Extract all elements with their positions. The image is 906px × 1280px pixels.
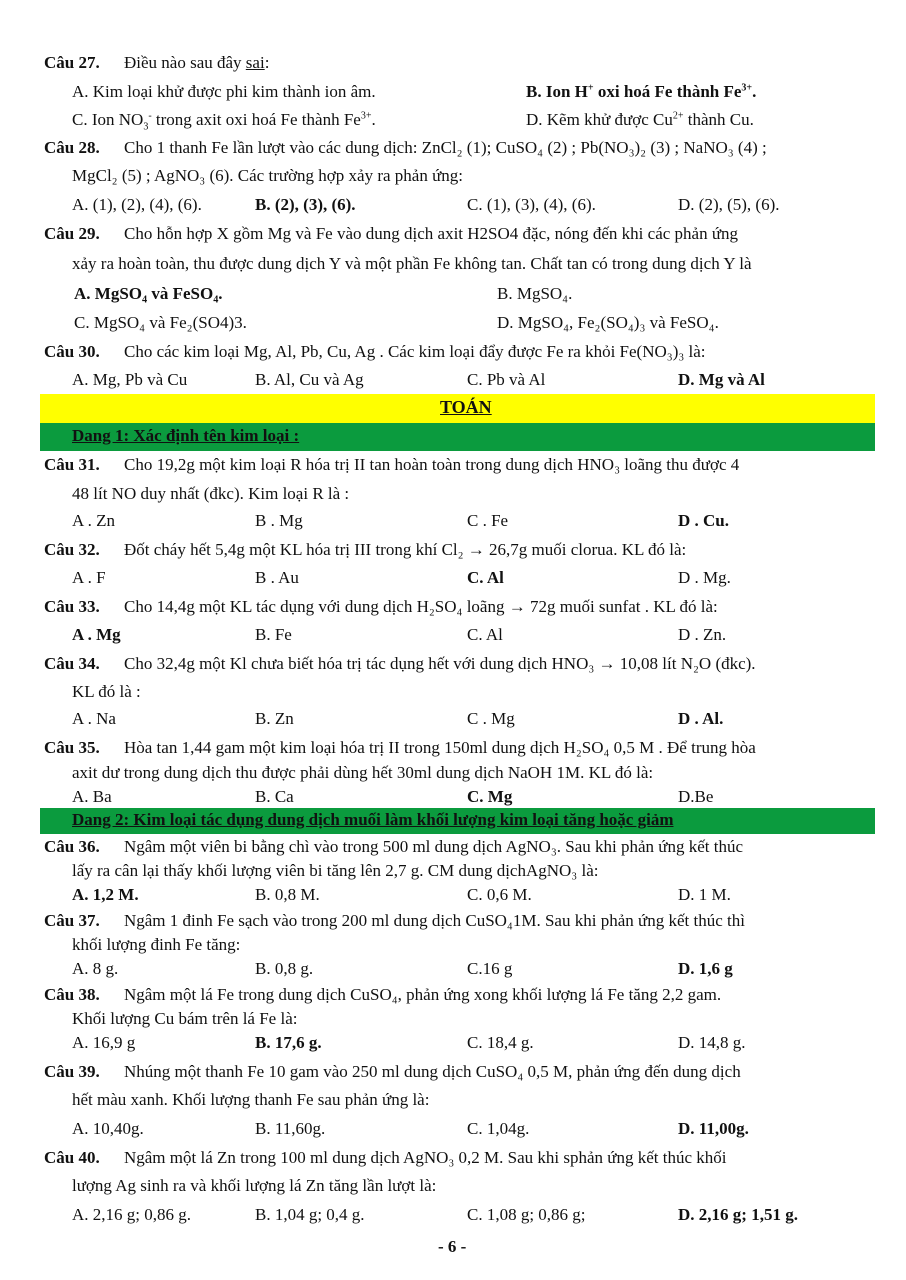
question-35 [44, 737, 756, 759]
option-b: B . Au [255, 568, 299, 587]
question-stem: Cho 1 thanh Fe lần lượt vào các dung dịch: ZnCl₂ (1); CuSO₄ (2) ; Pb(NO₃)₂ (3) ; NaNO₃ (4) ; [123, 138, 767, 157]
option-c: C . Fe [467, 511, 509, 530]
question-stem-line2: hết màu xanh. Khối lượng thanh Fe sau phản ứng là: [72, 1090, 430, 1109]
option-d: D. 2,16 g; 1,51 g. [678, 1205, 798, 1224]
question-40 [44, 1147, 727, 1169]
option-d: D. Mg và Al [678, 370, 765, 389]
option-d: D. 1 M. [678, 885, 731, 904]
option-c: C. 1,04g. [467, 1119, 530, 1138]
question-stem: Cho các kim loại Mg, Al, Pb, Cu, Ag . Các kim loại đẩy được Fe ra khỏi Fe(NO₃)₃ là: [123, 342, 706, 361]
option-a: A. Ba [72, 787, 112, 806]
option-d: D. (2), (5), (6). [678, 195, 780, 214]
section-title: TOÁN [440, 397, 492, 417]
question-37 [44, 910, 745, 932]
dang-1-title: Dang 1: Xác định tên kim loại : [72, 426, 300, 445]
option-d: D . Zn. [678, 625, 727, 644]
option-a: A. 10,40g. [72, 1119, 144, 1138]
option-b: B. Zn [255, 709, 294, 728]
option-a: A. 1,2 M. [72, 885, 139, 904]
question-stem: Ngâm một viên bi bằng chì vào trong 500 ml dung dịch AgNO₃. Sau khi phản ứng kết thúc [123, 837, 744, 856]
question-number: Câu 30. [44, 342, 100, 361]
question-28 [44, 137, 767, 159]
question-38 [44, 984, 721, 1006]
option-b: B. MgSO₄. [497, 284, 573, 303]
question-stem-line2: Khối lượng Cu bám trên lá Fe là: [72, 1009, 298, 1028]
option-a: A. Mg, Pb và Cu [72, 370, 188, 389]
option-c: C.16 g [467, 959, 513, 978]
question-stem-line2: MgCl₂ (5) ; AgNO₃ (6). Các trường hợp xảy ra phản ứng: [72, 166, 464, 185]
question-number: Câu 36. [44, 837, 100, 856]
question-33 [44, 596, 718, 618]
question-number: Câu 40. [44, 1148, 100, 1167]
question-stem: Đốt cháy hết 5,4g một KL hóa trị III trong khí Cl₂ → 26,7g muối clorua. KL đó là: [123, 540, 687, 559]
option-d: D. Kẽm khử được $Cu^{2+}$ thành Cu. [526, 110, 754, 129]
question-stem: Cho 14,4g một KL tác dụng với dung dịch H₂SO₄ loãng → 72g muối sunfat . KL đó là: [123, 597, 718, 616]
option-a: A . Na [72, 709, 116, 728]
option-d: D . Mg. [678, 568, 731, 587]
question-31 [44, 454, 739, 476]
question-stem: Cho hỗn hợp X gồm Mg và Fe vào dung dịch axit H2SO4 đặc, nóng đến khi các phản ứng [123, 224, 739, 243]
question-30 [44, 341, 706, 363]
option-c: C. Pb và Al [467, 370, 546, 389]
question-stem-line2: lượng Ag sinh ra và khối lượng lá Zn tăng lần lượt là: [72, 1176, 437, 1195]
option-c: C. Al [467, 625, 503, 644]
question-stem-line2: KL đó là : [72, 682, 141, 701]
option-d: D. 14,8 g. [678, 1033, 746, 1052]
option-c: C. 0,6 M. [467, 885, 532, 904]
option-c: C. 18,4 g. [467, 1033, 534, 1052]
option-c: C. Ion $NO_3^-$ trong axit oxi hoá Fe thành $Fe^{3+}$. [72, 110, 376, 133]
question-stem: Ngâm một lá Zn trong 100 ml dung dịch AgNO₃ 0,2 M. Sau khi sphản ứng kết thúc khối [123, 1148, 727, 1167]
option-d: D. 11,00g. [678, 1119, 749, 1138]
question-number: Câu 39. [44, 1062, 100, 1081]
question-number: Câu 27. [44, 53, 100, 72]
question-stem: Ngâm 1 đinh Fe sạch vào trong 200 ml dung dịch CuSO₄1M. Sau khi phản ứng kết thúc thì [123, 911, 745, 930]
question-stem-line2: lấy ra cân lại thấy khối lượng viên bi tăng lên 2,7 g. CM dung dịchAgNO₃ là: [72, 861, 599, 880]
dang-1-band [40, 423, 875, 451]
section-band [40, 394, 875, 423]
option-c: C. 1,08 g; 0,86 g; [467, 1205, 586, 1224]
option-d: D. MgSO₄, Fe₂(SO₄)₃ và FeSO₄. [497, 313, 719, 332]
question-39 [44, 1061, 741, 1083]
question-stem: Ngâm một lá Fe trong dung dịch CuSO₄, phản ứng xong khối lượng lá Fe tăng 2,2 gam. [123, 985, 722, 1004]
option-a: A. 2,16 g; 0,86 g. [72, 1205, 191, 1224]
option-a: A . Mg [72, 625, 121, 644]
question-number: Câu 37. [44, 911, 100, 930]
question-number: Câu 28. [44, 138, 100, 157]
question-stem-line2: axit dư trong dung dịch thu được phải dùng hết 30ml dung dịch NaOH 1M. KL đó là: [72, 763, 654, 782]
option-b: B. Al, Cu và Ag [255, 370, 364, 389]
option-a: A . F [72, 568, 106, 587]
question-number: Câu 31. [44, 455, 100, 474]
option-c: C. MgSO₄ và Fe₂(SO4)3. [74, 313, 247, 332]
option-a: A . Zn [72, 511, 115, 530]
dang-2-title: Dang 2: Kim loại tác dụng dung dịch muối làm khối lượng kim loại tăng hoặc giảm [72, 810, 674, 829]
option-b: B. Ca [255, 787, 294, 806]
question-32 [44, 539, 686, 561]
option-c: C. (1), (3), (4), (6). [467, 195, 596, 214]
option-b: B. Ion H+ oxi hoá Fe thành $Fe^{3+}$. [526, 82, 757, 101]
option-a: A. Kim loại khử được phi kim thành ion âm. [72, 82, 376, 101]
option-b: B. 1,04 g; 0,4 g. [255, 1205, 365, 1224]
question-27 [44, 52, 269, 74]
option-b: B. Fe [255, 625, 292, 644]
option-b: B. 17,6 g. [255, 1033, 322, 1052]
question-number: Câu 32. [44, 540, 100, 559]
option-a: A. 8 g. [72, 959, 119, 978]
option-a: A. (1), (2), (4), (6). [72, 195, 202, 214]
option-d: D . Cu. [678, 511, 730, 530]
option-c: C. Al [467, 568, 504, 587]
question-number: Câu 33. [44, 597, 100, 616]
option-d: D. 1,6 g [678, 959, 733, 978]
question-stem: Điều nào sau đây sai: [123, 53, 270, 72]
question-34 [44, 653, 756, 675]
question-stem-line2: khối lượng đinh Fe tăng: [72, 935, 241, 954]
option-b: B . Mg [255, 511, 303, 530]
option-b: B. (2), (3), (6). [255, 195, 356, 214]
question-number: Câu 35. [44, 738, 100, 757]
question-stem-line2: 48 lít NO duy nhất (đkc). Kim loại R là : [72, 484, 350, 503]
question-stem: Nhúng một thanh Fe 10 gam vào 250 ml dung dịch CuSO₄ 0,5 M, phản ứng đến dung dịch [123, 1062, 741, 1081]
option-d: D.Be [678, 787, 714, 806]
page-number: - 6 - [438, 1237, 467, 1256]
question-stem-line2: xảy ra hoàn toàn, thu được dung dịch Y và một phần Fe không tan. Chất tan có trong dung dịch Y là [72, 254, 752, 273]
question-stem: Cho 19,2g một kim loại R hóa trị II tan hoàn toàn trong dung dịch HNO₃ loãng thu được 4 [123, 455, 740, 474]
option-b: B. 0,8 M. [255, 885, 320, 904]
option-c: C. Mg [467, 787, 513, 806]
option-b: B. 0,8 g. [255, 959, 314, 978]
option-c: C . Mg [467, 709, 515, 728]
option-a: A. MgSO₄ và FeSO₄. [74, 284, 223, 303]
question-stem: Hòa tan 1,44 gam một kim loại hóa trị II trong 150ml dung dịch H₂SO₄ 0,5 M . Để trung hòa [123, 738, 756, 757]
option-b: B. 11,60g. [255, 1119, 326, 1138]
question-number: Câu 29. [44, 224, 100, 243]
question-stem: Cho 32,4g một Kl chưa biết hóa trị tác dụng hết với dung dịch HNO₃ → 10,08 lít N₂O (đkc). [123, 654, 756, 673]
question-number: Câu 34. [44, 654, 100, 673]
dang-2-band [40, 808, 875, 834]
option-a: A. 16,9 g [72, 1033, 136, 1052]
question-36 [44, 836, 743, 858]
question-number: Câu 38. [44, 985, 100, 1004]
option-d: D . Al. [678, 709, 724, 728]
question-29 [44, 223, 738, 245]
